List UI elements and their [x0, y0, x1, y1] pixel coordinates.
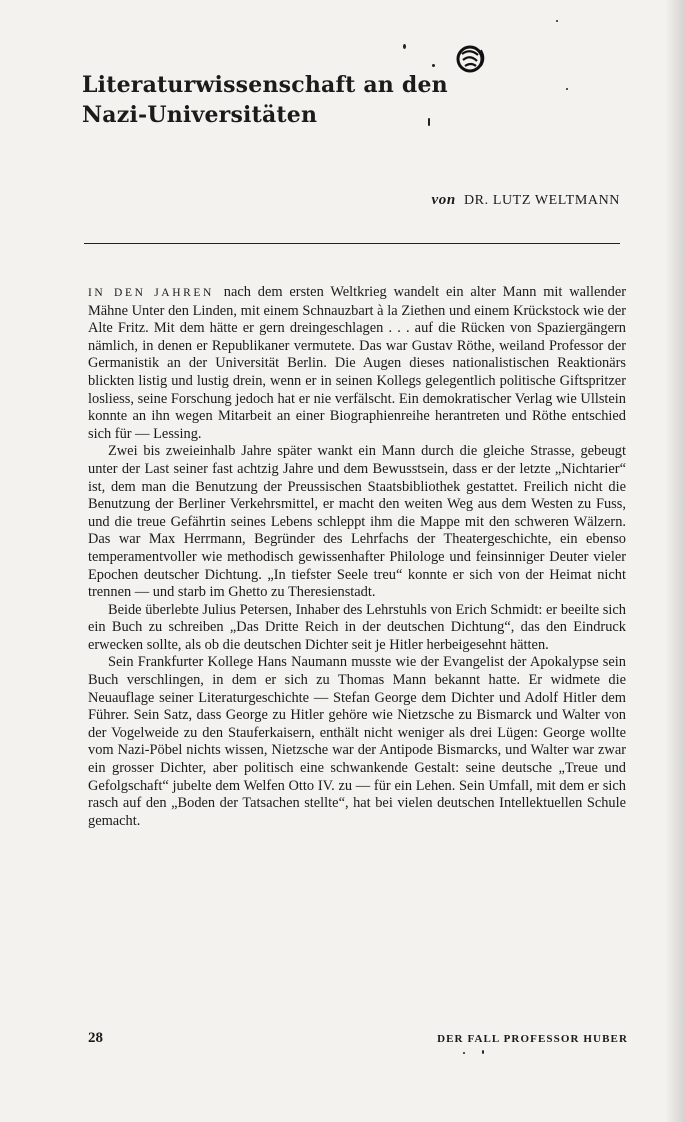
- paragraph-2: Zwei bis zweieinhalb Jahre später wankt ein Mann durch die gleiche Strasse, gebeugt unter der Last seiner fast achtzig Jahre und dem Bewusstsein, dass er der letzte „Nichtarier“ ist, dem man die Benutzung der Preussischen Staatsbibliothek gestattet. Freilich nicht die Benutzung der Berliner Verkehrsmittel, er macht den weiten Weg aus dem Westen zu Fuss, und die treue Gefährtin seines Lebens schleppt ihm die Mappe mit den schweren Wälzern. Das war Max Herrmann, Begründer des Lehrfachs der Theatergeschichte, ein ebenso temperamentvoller wie methodisch gewissenhafter Philologe und feinsinniger Deuter vieler Epochen deutscher Dichtung. „In tiefster Seele treu“ konnte er sich von der Heimat nicht trennen — und starb im Ghetto zu Theresienstadt.: [88, 443, 626, 601]
- running-footer-title: DER FALL PROFESSOR HUBER: [437, 1033, 628, 1045]
- title-line-1: Literaturwissenschaft an den: [82, 72, 448, 98]
- ink-speck: [432, 64, 435, 67]
- paragraph-3: Beide überlebte Julius Petersen, Inhaber des Lehrstuhls von Erich Schmidt: er beeilte sich ein Buch zu schreiben „Das Dritte Reich in der deutschen Dichtung“, das den Eindruck erwecken sollte, als ob die deutschen Dichter seit je Hitler herbeigesehnt hätten.: [88, 601, 626, 653]
- ink-speck: [463, 1052, 465, 1054]
- page-edge-shadow: [665, 0, 685, 1122]
- ink-speck: [482, 1050, 484, 1054]
- lead-in-caps: IN DEN JAHREN: [88, 287, 214, 299]
- author-name: DR. LUTZ WELTMANN: [463, 193, 620, 208]
- paragraph-4: Sein Frankfurter Kollege Hans Naumann musste wie der Evangelist der Apokalypse sein Buch verschlingen, in dem er sich zu Thomas Mann bekannt hatte. Er widmete die Neuauflage seiner Literaturgeschichte — Stefan George dem Dichter und Adolf Hitler dem Führer. Sein Satz, dass George zu Hitler gehöre wie Nietzsche zu Bismarck und Walter von der Vogelweide zu den Stauferkaisern, enthält nicht weniger als drei Lügen: George wollte vom Nazi-Pöbel nichts wissen, Nietzsche war der Antipode Bismarcks, und Walter war zwar ein grosser Dichter, aber politisch eine schwankende Gestalt: seine deutsche „Treue und Gefolgschaft“ jubelte dem Welfen Otto IV. zu — für ein Lehen. Sein Umfall, mit dem er sich rasch auf den „Boden der Tatsachen stellte“, hat bei vielen deutschen Intellektuellen Schule gemacht.: [88, 654, 626, 829]
- page-number: 28: [88, 1030, 103, 1046]
- title-divider: [84, 243, 620, 244]
- title-line-2: Nazi-Universitäten: [82, 102, 318, 128]
- author-prefix: von: [431, 192, 456, 208]
- ink-speck: [566, 88, 568, 90]
- ink-speck: [403, 44, 406, 49]
- paragraph-1-text: nach dem ersten Weltkrieg wandelt ein alter Mann mit wallender Mähne Unter den Linden, mit einem Schnauzbart à la Ziethen und einem Krückstock wie der Alte Fritz. Mit dem hätte er gern dreingeschlagen . . . auf die Rücken von Spaziergängern nämlich, in denen er Republikaner vermutete. Das war Gustav Röthe, weiland Professor der Germanistik an der Universität Berlin. Die Augen dieses nationalistischen Reaktionärs blickten listig und lustig drein, wenn er in seinen Kollegs gelegentlich politische Giftspritzer losliess, seine Forschung jedoch hat er nie verfälscht. Ein demokratischer Verlag wie Ullstein konnte an ihn wegen Mitarbeit an einer Biographienreihe herantreten und Röthe entschied sich für — Lessing.: [88, 284, 627, 442]
- article-body: [88, 284, 626, 830]
- author-byline: [432, 192, 620, 209]
- paragraph-1: [88, 284, 626, 443]
- ink-speck: [556, 20, 558, 22]
- article-title: [82, 70, 552, 130]
